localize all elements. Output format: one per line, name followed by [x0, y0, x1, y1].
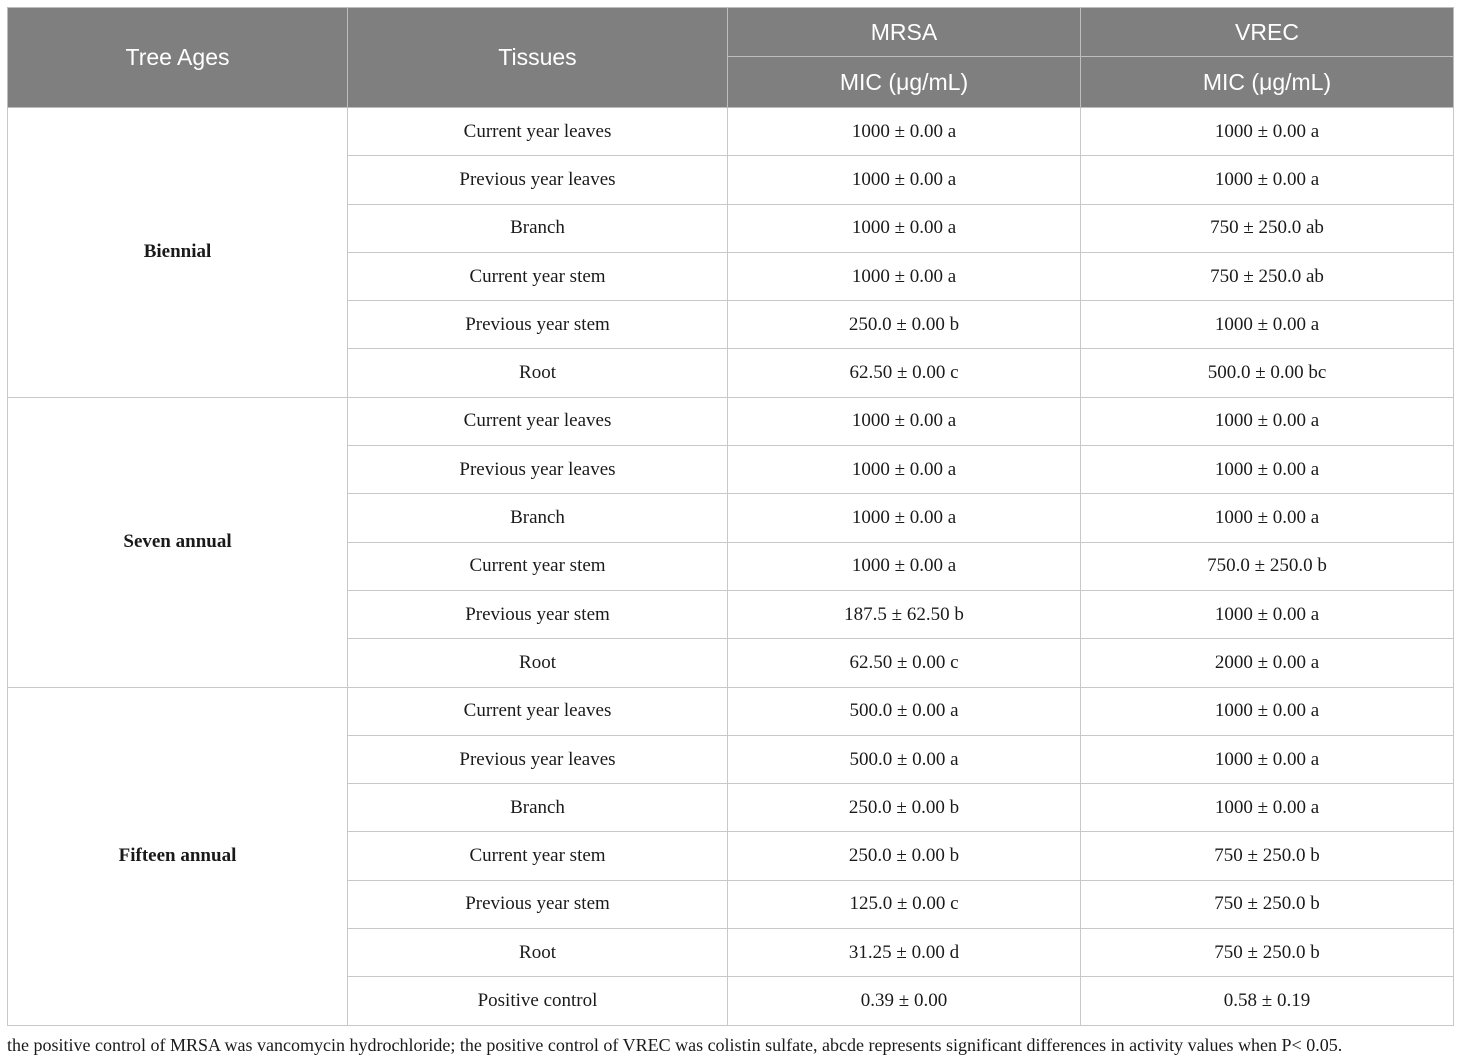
mrsa-mic-cell: 1000 ± 0.00 a — [728, 494, 1081, 542]
vrec-mic-cell: 2000 ± 0.00 a — [1081, 639, 1454, 687]
vrec-mic-cell: 750 ± 250.0 ab — [1081, 204, 1454, 252]
mrsa-mic-cell: 500.0 ± 0.00 a — [728, 735, 1081, 783]
mrsa-mic-cell: 31.25 ± 0.00 d — [728, 929, 1081, 977]
vrec-mic-cell: 750 ± 250.0 b — [1081, 832, 1454, 880]
vrec-mic-cell: 750 ± 250.0 b — [1081, 880, 1454, 928]
vrec-mic-cell: 1000 ± 0.00 a — [1081, 108, 1454, 156]
mrsa-mic-cell: 1000 ± 0.00 a — [728, 156, 1081, 204]
table-row — [8, 397, 1454, 445]
table-row — [8, 108, 1454, 156]
mrsa-mic-cell: 1000 ± 0.00 a — [728, 252, 1081, 300]
vrec-mic-cell: 1000 ± 0.00 a — [1081, 301, 1454, 349]
tree-age-cell: Seven annual — [8, 397, 348, 687]
table-row — [8, 687, 1454, 735]
tree-age-cell: Fifteen annual — [8, 687, 348, 1025]
mrsa-mic-cell: 187.5 ± 62.50 b — [728, 590, 1081, 638]
mrsa-mic-cell: 250.0 ± 0.00 b — [728, 784, 1081, 832]
mrsa-mic-cell: 125.0 ± 0.00 c — [728, 880, 1081, 928]
tissue-cell: Previous year stem — [348, 590, 728, 638]
vrec-mic-cell: 750.0 ± 250.0 b — [1081, 542, 1454, 590]
tissue-cell: Previous year stem — [348, 880, 728, 928]
tissue-cell: Current year stem — [348, 832, 728, 880]
tree-age-cell: Biennial — [8, 108, 348, 398]
vrec-mic-cell: 1000 ± 0.00 a — [1081, 590, 1454, 638]
vrec-mic-cell: 1000 ± 0.00 a — [1081, 446, 1454, 494]
tissue-cell: Previous year leaves — [348, 156, 728, 204]
vrec-mic-cell: 1000 ± 0.00 a — [1081, 397, 1454, 445]
tissue-cell: Previous year leaves — [348, 735, 728, 783]
tissue-cell: Current year leaves — [348, 687, 728, 735]
tissue-cell: Root — [348, 639, 728, 687]
vrec-mic-cell: 750 ± 250.0 b — [1081, 929, 1454, 977]
mic-table — [7, 7, 1454, 1026]
mrsa-mic-cell: 1000 ± 0.00 a — [728, 446, 1081, 494]
tissue-cell: Root — [348, 929, 728, 977]
mrsa-mic-cell: 250.0 ± 0.00 b — [728, 301, 1081, 349]
mrsa-mic-cell: 0.39 ± 0.00 — [728, 977, 1081, 1025]
header-tissues: Tissues — [348, 8, 728, 108]
tissue-cell: Root — [348, 349, 728, 397]
mrsa-mic-cell: 1000 ± 0.00 a — [728, 108, 1081, 156]
tissue-cell: Previous year leaves — [348, 446, 728, 494]
tissue-cell: Branch — [348, 494, 728, 542]
vrec-mic-cell: 1000 ± 0.00 a — [1081, 784, 1454, 832]
tissue-cell: Current year leaves — [348, 108, 728, 156]
header-mrsa: MRSA — [728, 8, 1081, 57]
mrsa-mic-cell: 1000 ± 0.00 a — [728, 204, 1081, 252]
mrsa-mic-cell: 1000 ± 0.00 a — [728, 397, 1081, 445]
tissue-cell: Current year leaves — [348, 397, 728, 445]
tissue-cell: Previous year stem — [348, 301, 728, 349]
vrec-mic-cell: 1000 ± 0.00 a — [1081, 687, 1454, 735]
tissue-cell: Positive control — [348, 977, 728, 1025]
table-header — [8, 8, 1454, 108]
header-mrsa-unit: MIC (μg/mL) — [728, 57, 1081, 108]
mrsa-mic-cell: 62.50 ± 0.00 c — [728, 639, 1081, 687]
table-body — [8, 108, 1454, 1026]
tissue-cell: Current year stem — [348, 252, 728, 300]
mrsa-mic-cell: 250.0 ± 0.00 b — [728, 832, 1081, 880]
tissue-cell: Branch — [348, 784, 728, 832]
vrec-mic-cell: 1000 ± 0.00 a — [1081, 494, 1454, 542]
vrec-mic-cell: 750 ± 250.0 ab — [1081, 252, 1454, 300]
vrec-mic-cell: 500.0 ± 0.00 bc — [1081, 349, 1454, 397]
vrec-mic-cell: 0.58 ± 0.19 — [1081, 977, 1454, 1025]
tissue-cell: Branch — [348, 204, 728, 252]
table-footnote: the positive control of MRSA was vancomycin hydrochloride; the positive control of VREC was colistin sulfate, abcde represents significant differences in activity values when P< 0.05. — [7, 1035, 1343, 1055]
header-tree-ages: Tree Ages — [8, 8, 348, 108]
vrec-mic-cell: 1000 ± 0.00 a — [1081, 156, 1454, 204]
vrec-mic-cell: 1000 ± 0.00 a — [1081, 735, 1454, 783]
tissue-cell: Current year stem — [348, 542, 728, 590]
header-vrec: VREC — [1081, 8, 1454, 57]
mrsa-mic-cell: 500.0 ± 0.00 a — [728, 687, 1081, 735]
header-vrec-unit: MIC (μg/mL) — [1081, 57, 1454, 108]
mrsa-mic-cell: 1000 ± 0.00 a — [728, 542, 1081, 590]
mrsa-mic-cell: 62.50 ± 0.00 c — [728, 349, 1081, 397]
